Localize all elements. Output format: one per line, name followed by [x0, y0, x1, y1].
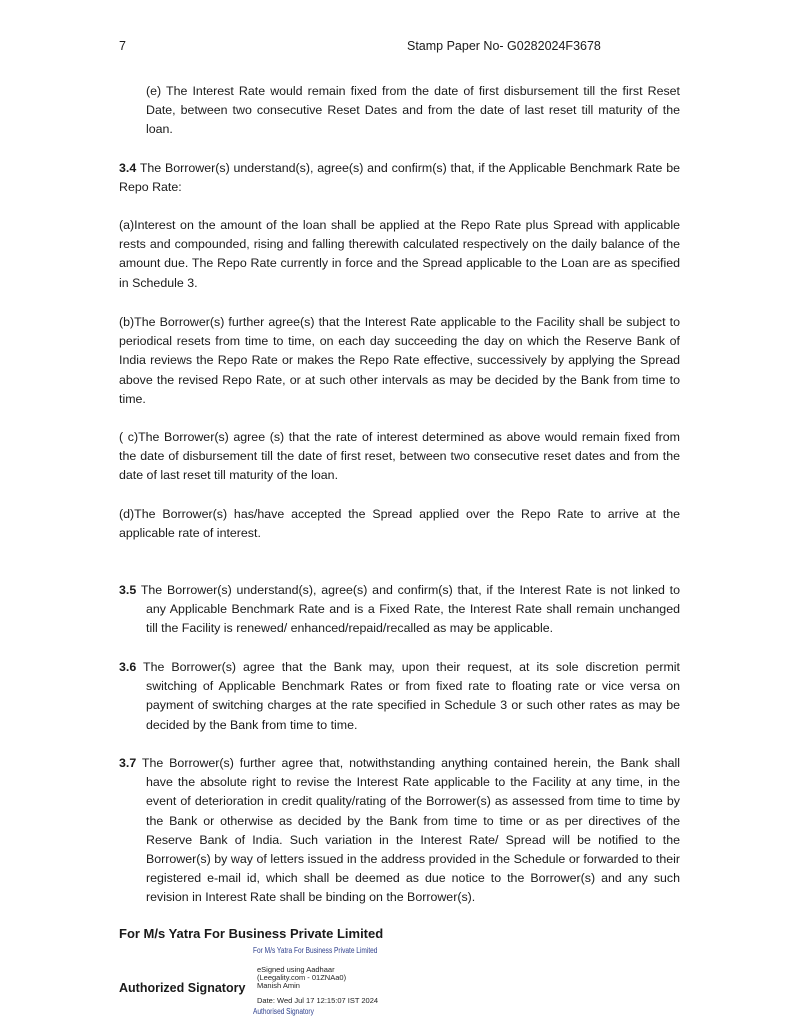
page-number: 7 — [119, 39, 126, 53]
stamp-paper-number: Stamp Paper No- G0282024F3678 — [407, 39, 601, 53]
esign-details — [257, 966, 346, 991]
clause-number: 3.5 — [119, 583, 137, 597]
esign-date: Date: Wed Jul 17 12:15:07 IST 2024 — [257, 996, 379, 1005]
clause-3-7 — [119, 754, 680, 908]
clause-3-3-e: (e) The Interest Rate would remain fixed from the date of first disbursement till the first Reset Date, between two consecutive Reset Dates and from the date of last reset till maturity of the loan. — [146, 84, 680, 137]
company-signature-heading: For M/s Yatra For Business Private Limited — [119, 926, 384, 941]
clause-text: The Borrower(s) understand(s), agree(s) and confirm(s) that, if the Interest Rate is not linked to any Applicable Benchmark Rate and is a Fixed Rate, the Interest Rate shall remain unchanged till the Facility is renewed/ enhanced/repaid/recalled as may be applicable. — [136, 583, 680, 636]
clause-text: The Borrower(s) further agree that, notwithstanding anything contained herein, the Bank shall have the absolute right to revise the Interest Rate applicable to the Facility at any time, in the event of deterioration in credit quality/rating of the Borrower(s) as assessed from time to time by the Bank or otherwise as decided by the Bank from time to time or as per directives of the Reserve Bank of India. Such variation in the Interest Rate/ Spread will be notified to the Borrower(s) by way of letters issued in the address provided in the Schedule or forwarded to their registered e-mail id, which shall be deemed as due notice to the Borrower(s) and any such revision in Interest Rate shall be binding on the Borrower(s). — [136, 756, 680, 905]
clause-text: The Borrower(s) agree that the Bank may, upon their request, at its sole discretion permit switching of Applicable Benchmark Rates or from fixed rate to floating rate or vice versa on payment of switching charges at the rate specified in Schedule 3 or such other rates as may be decided by the Bank from time to time. — [136, 660, 680, 732]
clause-number: 3.7 — [119, 756, 137, 770]
clause-3-4 — [119, 159, 680, 197]
clause-number: 3.4 — [119, 161, 137, 175]
esign-signer: Manish Amin — [257, 981, 300, 991]
clause-3-5 — [119, 581, 680, 639]
clause-text: The Borrower(s) understand(s), agree(s) and confirm(s) that, if the Applicable Benchmark Rate be Repo Rate: — [119, 161, 680, 195]
clause-number: 3.6 — [119, 660, 137, 674]
esign-company-stamp: For M/s Yatra For Business Private Limited — [253, 946, 378, 955]
clause-3-4-c: ( c)The Borrower(s) agree (s) that the rate of interest determined as above would remain fixed from the date of disbursement till the date of first reset, between two consecutive reset dates and from the date of last reset till maturity of the loan. — [119, 430, 680, 483]
clause-3-6 — [119, 658, 680, 735]
esign-provider: (Leegality.com - 01ZNAa0) — [257, 973, 347, 983]
esign-method: eSigned using Aadhaar — [257, 965, 335, 974]
clause-3-4-b: (b)The Borrower(s) further agree(s) that the Interest Rate applicable to the Facility shall be subject to periodical resets from time to time, on each day succeeding the day on which the Reserve Bank of India reviews the Repo Rate or makes the Repo Rate effective, successively by applying the Spread above the revised Repo Rate, or at such other intervals as may be decided by the Bank from time to time. — [119, 315, 680, 406]
clause-3-4-d: (d)The Borrower(s) has/have accepted the Spread applied over the Repo Rate to arrive at the applicable rate of interest. — [119, 507, 680, 541]
authorized-signatory-label: Authorized Signatory — [119, 981, 246, 995]
clause-3-4-a: (a)Interest on the amount of the loan shall be applied at the Repo Rate plus Spread with applicable rests and compounded, rising and falling therewith calculated respectively on the daily balance of the amount due. The Repo Rate currently in force and the Spread applicable to the Loan are as specified in Schedule 3. — [119, 218, 680, 290]
esign-authorised-signatory: Authorised Signatory — [253, 1007, 314, 1016]
